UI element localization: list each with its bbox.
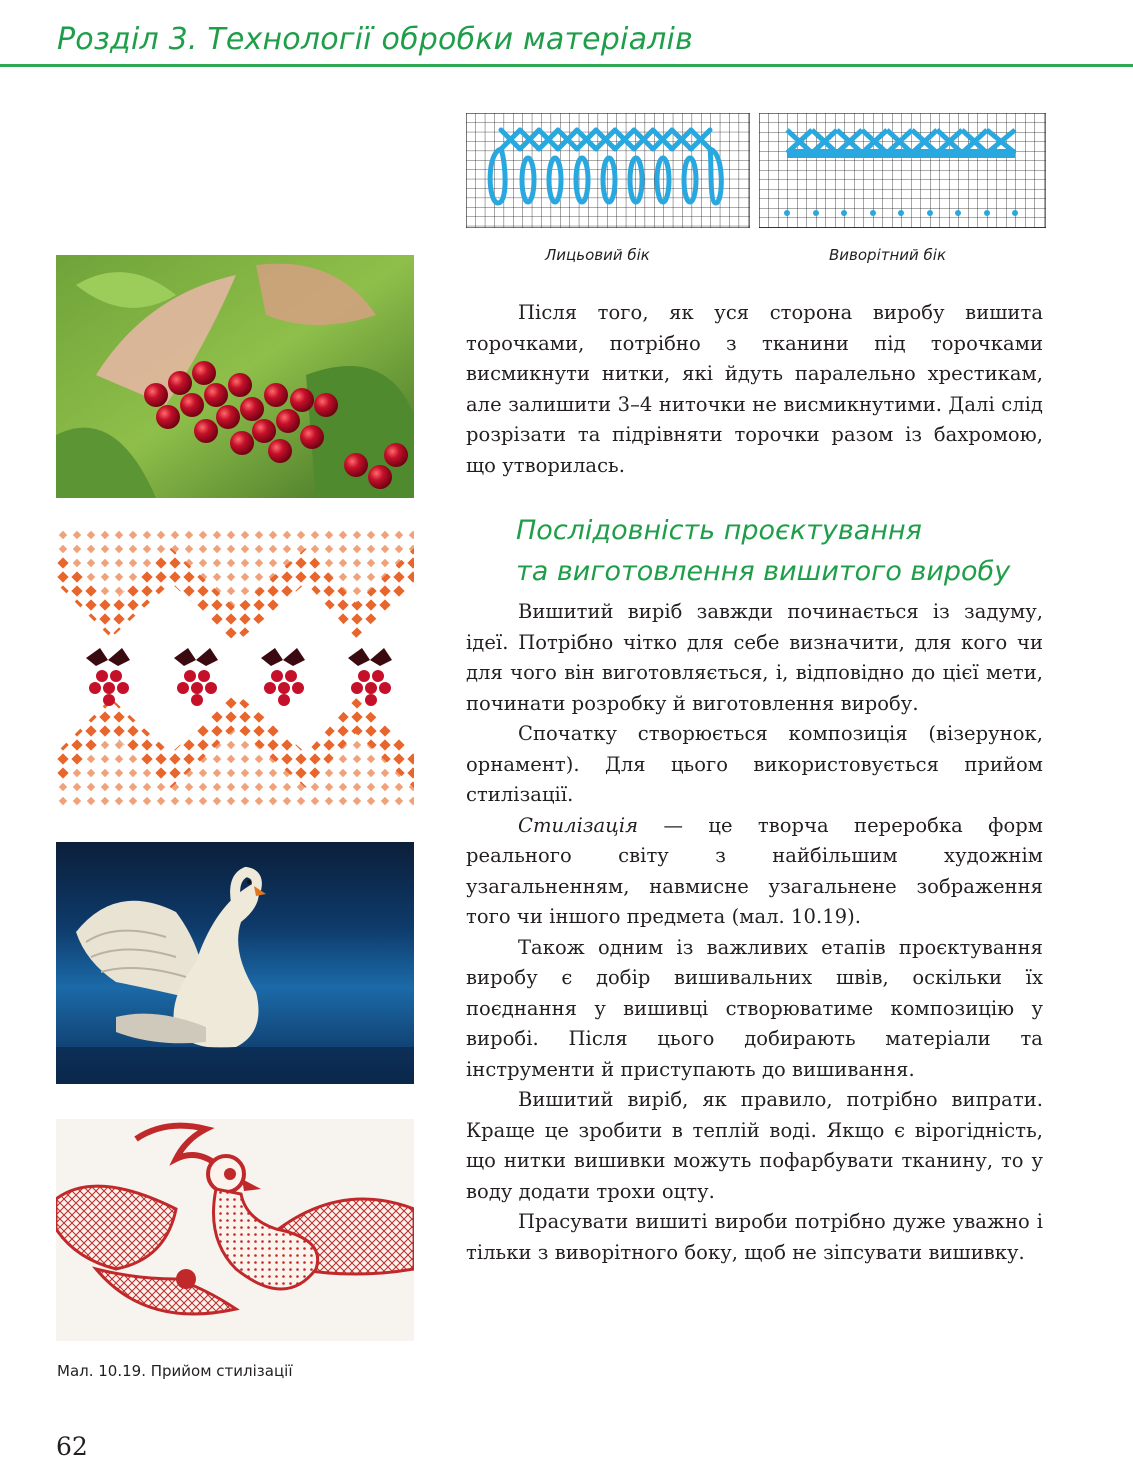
section-heading [516, 510, 1036, 592]
section-body [466, 597, 1043, 1268]
stylization-definition: — це творча переробка форм реального світу з найбільшим художнім узагальненням, навмисне узагальнене зображення того чи іншого предмета (мал. 10.19). [466, 813, 1043, 928]
paragraph-washing: Вишитий виріб, як правило, потрібно випрати. Краще це зробити в теплій воді. Якщо є вірогідність, що нитки вишивки можуть пофарбувати тканину, то у воду додати трохи оцту. [466, 1088, 1043, 1203]
back-side-label: Виворітний бік [829, 246, 947, 264]
paragraph-composition: Спочатку створюється композиція (візерунок, орнамент). Для цього використовується прийом стилізації. [466, 722, 1043, 806]
chapter-title: Розділ 3. Технології обробки матеріалів [57, 22, 693, 57]
paragraph-stitch-selection: Також одним із важливих етапів проєктування виробу є добір вишивальних швів, оскільки їх поєднання у вишивці створюватиме композицію у виробі. Після цього добирають матеріали та інструменти й приступають до вишивання. [466, 935, 1043, 1081]
stylized-bird-drawing [56, 1119, 414, 1341]
figure-caption: Мал. 10.19. Прийом стилізації [57, 1362, 293, 1380]
term-stylization: Стилізація [518, 813, 639, 837]
paragraph-idea: Вишитий виріб завжди починається із задуму, ідеї. Потрібно чітко для себе визначити, для кого чи для чого він виготовляється, і, відповідно до цієї мети, починати розробку й виготовлення виробу. [466, 600, 1043, 715]
swan-photo [56, 842, 414, 1084]
paragraph-stylization [466, 811, 1043, 933]
stitch-diagram-front [466, 113, 750, 228]
intro-text-block [466, 298, 1043, 481]
page-number: 62 [56, 1432, 88, 1461]
intro-paragraph: Після того, як уся сторона виробу вишита торочками, потрібно з тканини під торочками висмикнути нитки, які йдуть паралельно хрестикам, але залишити 3–4 ниточки не висмикнутими. Далі слід розрізати та підрівняти торочки разом із бахромою, що утворилась. [466, 301, 1043, 477]
section-heading-line-1: Послідовність проєктування [516, 515, 922, 546]
embroidery-ornament-image [56, 528, 414, 808]
section-heading-line-2: та виготовлення вишитого виробу [516, 556, 1011, 587]
stitch-diagram-back [759, 113, 1046, 228]
viburnum-berries-photo [56, 255, 414, 498]
paragraph-ironing: Прасувати вишиті вироби потрібно дуже уважно і тільки з виворітного боку, щоб не зіпсувати вишивку. [466, 1210, 1043, 1264]
front-side-label: Лицьовий бік [545, 246, 650, 264]
header-rule [0, 64, 1133, 67]
